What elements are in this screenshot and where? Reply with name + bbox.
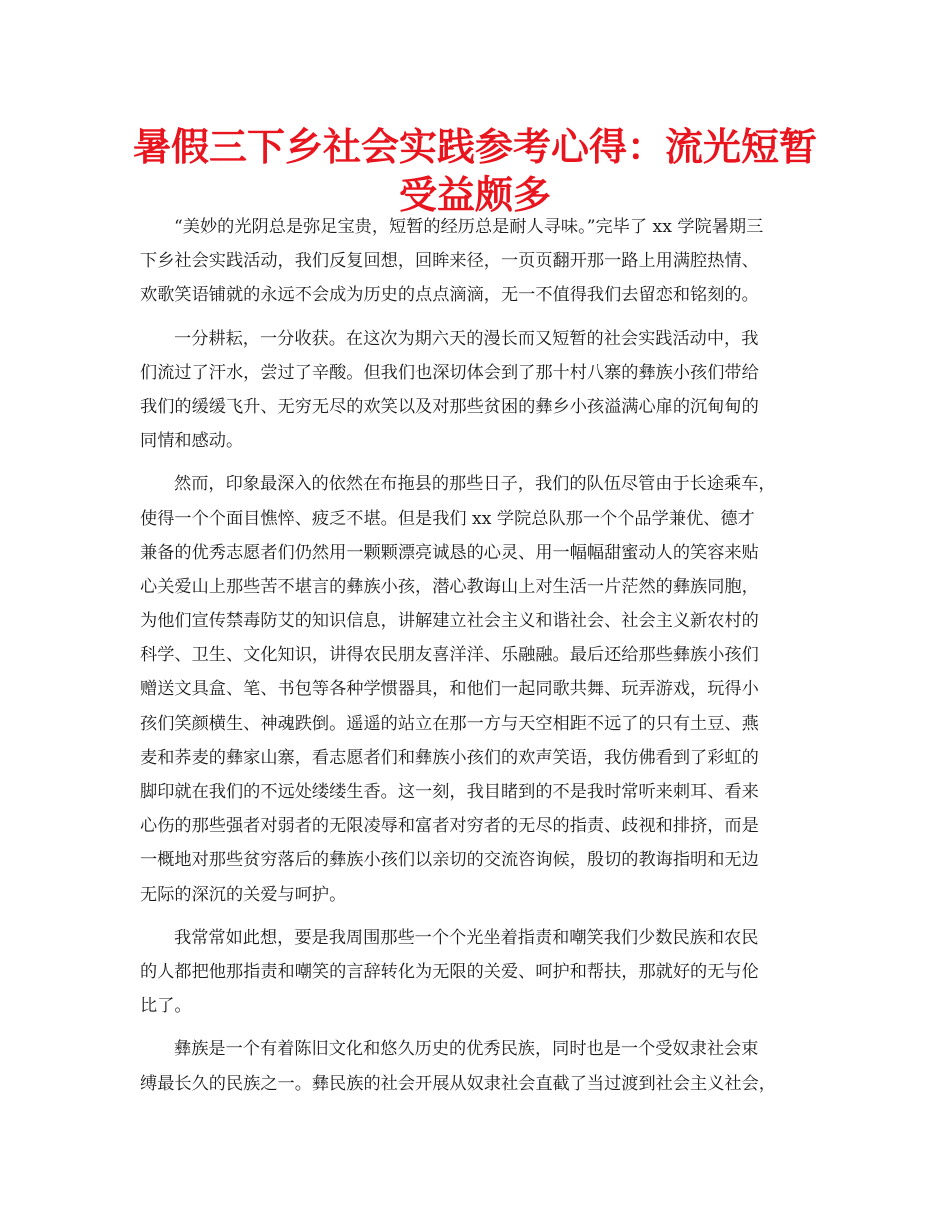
text-line: 们流过了汗水，尝过了辛酸。但我们也深切体会到了那十村八寨的彝族小孩们带给 — [140, 362, 759, 383]
title-line: 受益颇多 — [398, 173, 551, 217]
text-line: 欢歌笑语铺就的永远不会成为历史的点点滴滴，无一不值得我们去留恋和铭刻的。 — [140, 285, 759, 306]
text-line: 然而，印象最深入的依然在布拖县的那些日子，我们的队伍尽管由于长途乘车， — [174, 474, 776, 495]
text-line: 心伤的那些强者对弱者的无限凌辱和富者对穷者的无尽的指责、歧视和排挤，而是 — [140, 816, 759, 837]
text-line: “美妙的光阴总是弥足宝贵，短暂的经历总是耐人寻味。”完毕了 xx 学院暑期三 — [174, 217, 764, 237]
text-line: 心关爱山上那些苦不堪言的彝族小孩，潜心教诲山上对生活一片茫然的彝族同胞， — [140, 576, 759, 597]
text-line: 我常常如此想，要是我周围那些一个个光坐着指责和嘲笑我们少数民族和农民 — [174, 927, 759, 948]
text-line: 比了。 — [140, 996, 192, 1017]
paragraph-3 — [140, 467, 820, 911]
text-line: 彝族是一个有着陈旧文化和悠久历史的优秀民族，同时也是一个受奴隶社会束 — [174, 1039, 759, 1060]
text-line: 下乡社会实践活动，我们反复回想，回眸来径，一页页翻开那一路上用满腔热情、 — [140, 251, 759, 272]
text-line: 孩们笑颜横生、神魂跌倒。遥遥的站立在那一方与天空相距不远了的只有土豆、燕 — [140, 713, 759, 734]
paragraph-5 — [140, 1032, 820, 1100]
text-line: 一概地对那些贫穷落后的彝族小孩们以亲切的交流咨询候，殷切的教诲指明和无边 — [140, 850, 759, 871]
text-line: 兼备的优秀志愿者们仍然用一颗颗漂亮诚恳的心灵、用一幅幅甜蜜动人的笑容来贴 — [140, 542, 759, 563]
text-line: 一分耕耘，一分收获。在这次为期六天的漫长而又短暂的社会实践活动中，我 — [174, 328, 759, 349]
title-line: 暑假三下乡社会实践参考心得：流光短暂 — [132, 125, 817, 169]
text-line: 缚最长久的民族之一。彝民族的社会开展从奴隶社会直截了当过渡到社会主义社会， — [140, 1073, 776, 1094]
text-line: 科学、卫生、文化知识，讲得农民朋友喜洋洋、乐融融。最后还给那些彝族小孩们 — [140, 645, 759, 666]
paragraph-2 — [140, 322, 820, 459]
text-line: 麦和荞麦的彝家山寨，看志愿者们和彝族小孩们的欢声笑语，我仿佛看到了彩虹的 — [140, 747, 759, 768]
text-line: 使得一个个面目憔悴、疲乏不堪。但是我们 xx 学院总队那一个个品学兼优、德才 — [140, 508, 755, 529]
text-line: 赠送文具盒、笔、书包等各种学惯器具，和他们一起同歌共舞、玩弄游戏，玩得小 — [140, 679, 759, 700]
text-line: 的人都把他那指责和嘲笑的言辞转化为无限的关爱、呵护和帮扶，那就好的无与伦 — [140, 961, 759, 982]
text-line: 我们的缓缓飞升、无穷无尽的欢笑以及对那些贫困的彝乡小孩溢满心扉的沉甸甸的 — [140, 396, 759, 417]
paragraph-4 — [140, 921, 820, 1024]
text-line: 同情和感动。 — [140, 431, 244, 452]
document-body — [140, 210, 820, 1101]
text-line: 为他们宣传禁毒防艾的知识信息，讲解建立社会主义和谐社会、社会主义新农村的 — [140, 611, 759, 632]
text-line: 无际的深沉的关爱与呵护。 — [140, 884, 347, 905]
paragraph-1 — [140, 210, 820, 313]
document-title — [100, 123, 850, 219]
text-line: 脚印就在我们的不远处缕缕生香。这一刻，我目睹到的不是我时常听来刺耳、看来 — [140, 782, 759, 802]
